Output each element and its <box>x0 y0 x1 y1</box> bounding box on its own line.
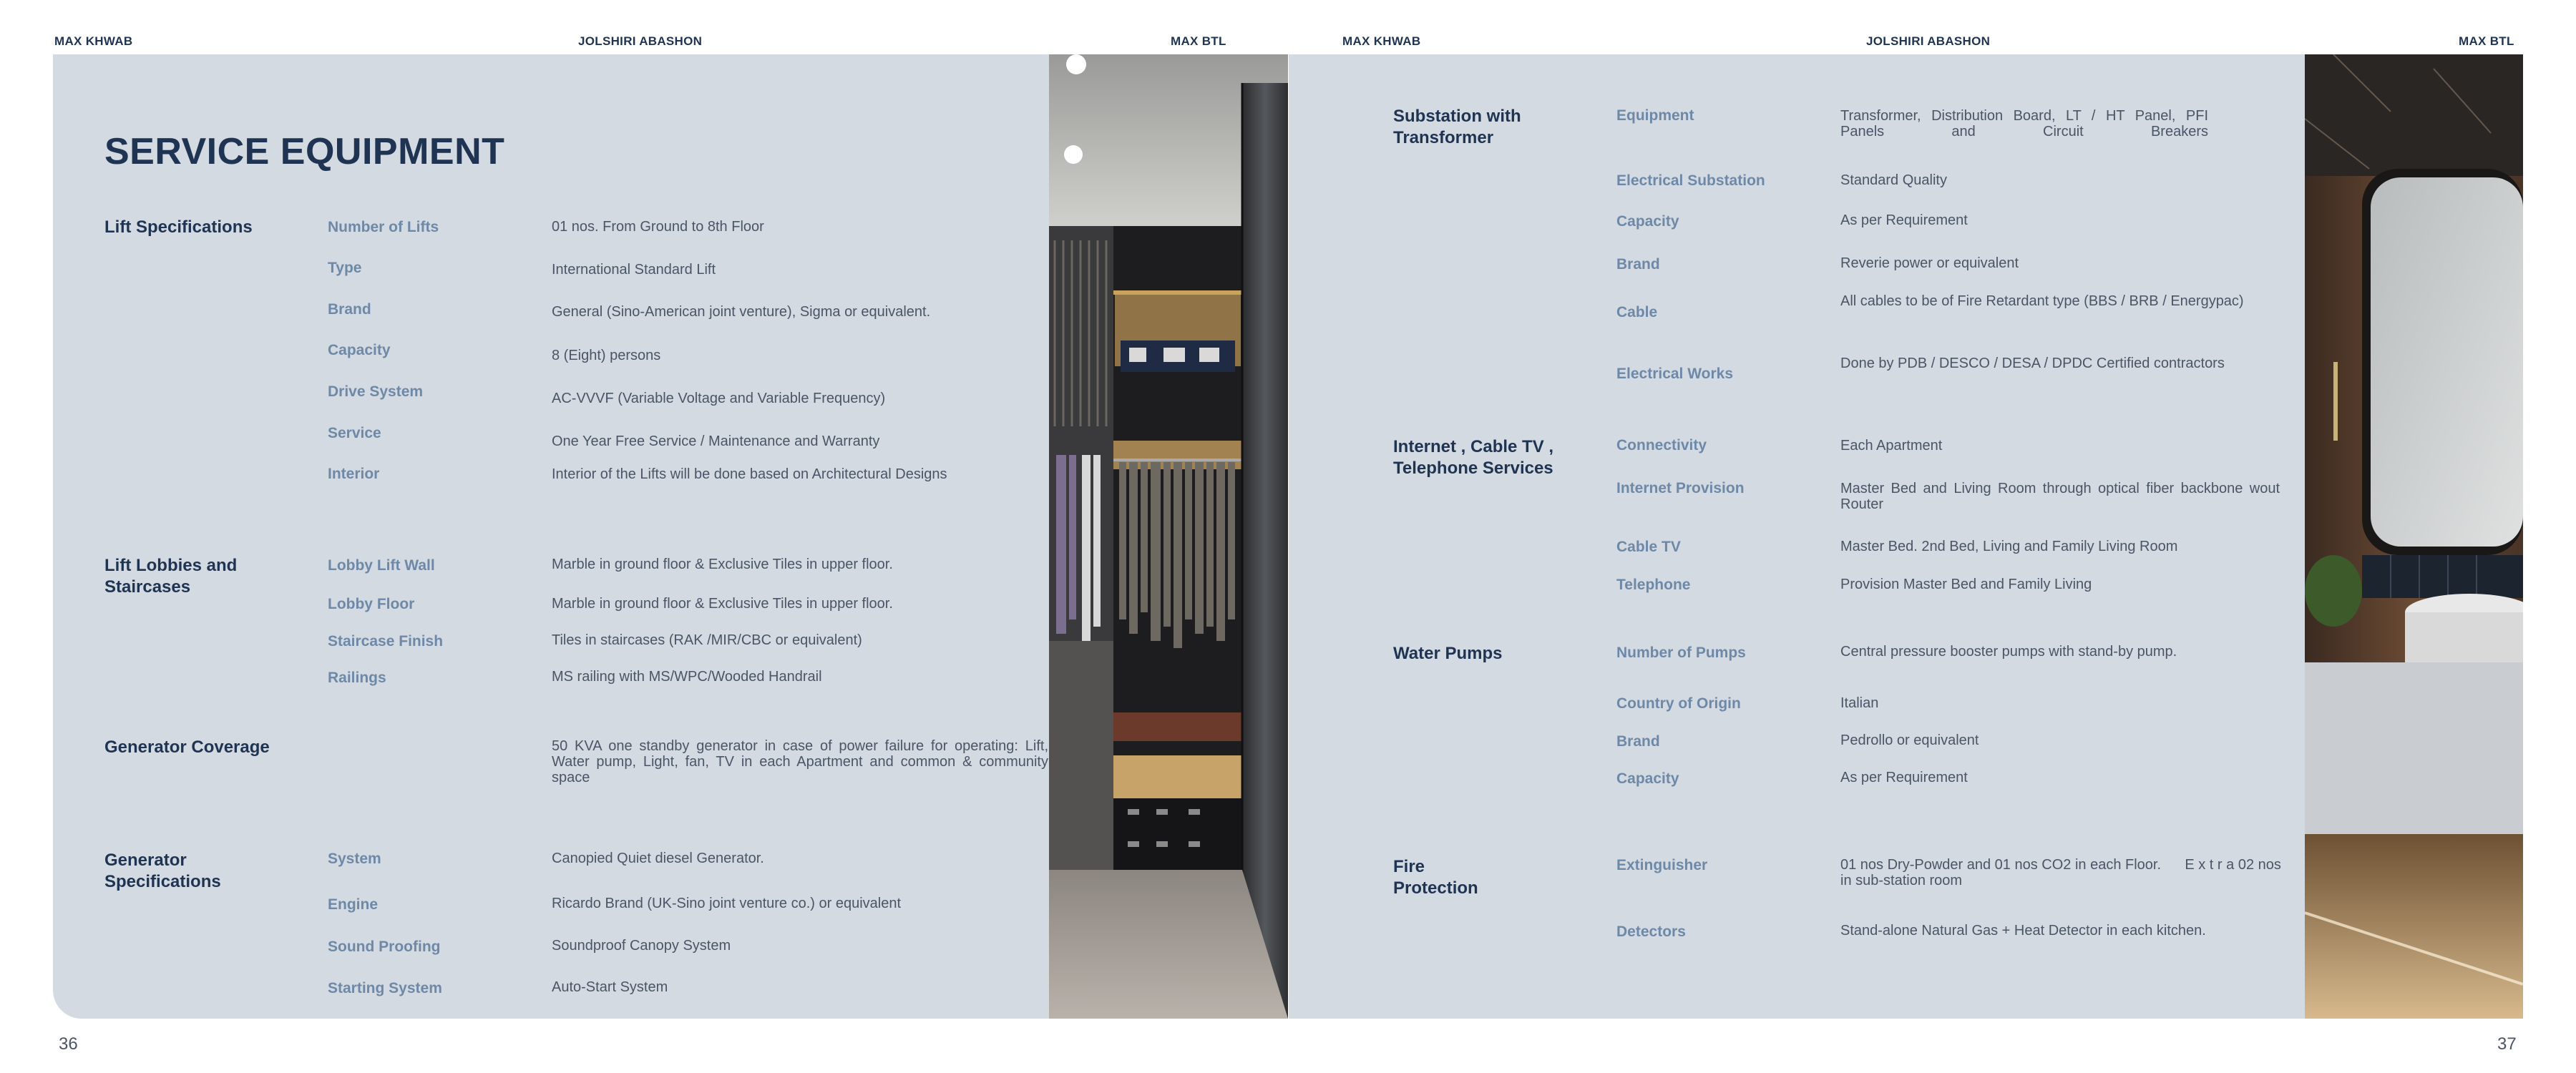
right-brand-header-left: MAX BTL <box>1171 34 1226 48</box>
section-lift-lobbies: Lift Lobbies and Staircases <box>104 556 238 597</box>
value-lift-type: International Standard Lift <box>552 262 716 278</box>
label-equipment: Equipment <box>1616 107 1694 124</box>
label-electrical-substation: Electrical Substation <box>1616 172 1765 189</box>
section-water-pumps: Water Pumps <box>1393 644 1503 663</box>
value-lobby-lift-wall: Marble in ground floor & Exclusive Tiles in upper floor. <box>552 557 893 572</box>
label-cable-tv: Cable TV <box>1616 539 1681 555</box>
value-lift-brand: General (Sino-American joint venture), Sigma or equivalent. <box>552 304 931 320</box>
left-brand-header: MAX KHWAB <box>54 34 133 48</box>
value-extinguisher: 01 nos Dry-Powder and 01 nos CO2 in each Floor. E x t r a 02 nos in sub-station room <box>1840 857 2285 888</box>
label-interior: Interior <box>328 466 380 482</box>
label-engine: Engine <box>328 896 379 913</box>
project-header-left: JOLSHIRI ABASHON <box>578 34 703 48</box>
label-electrical-works: Electrical Works <box>1616 366 1734 382</box>
section-lift-specifications: Lift Specifications <box>104 217 253 237</box>
value-staircase-finish: Tiles in staircases (RAK /MIR/CBC or equivalent) <box>552 632 862 648</box>
page-number-left: 36 <box>59 1034 78 1054</box>
section-fire-protection: Fire Protection <box>1393 857 1478 898</box>
label-telephone: Telephone <box>1616 577 1691 593</box>
label-railings: Railings <box>328 670 386 686</box>
value-cable: All cables to be of Fire Retardant type (BBS / BRB / Energypac) <box>1840 293 2244 309</box>
value-electrical-works: Done by PDB / DESCO / DESA / DPDC Certified contractors <box>1840 356 2225 371</box>
label-sound-proofing: Sound Proofing <box>328 939 441 955</box>
value-equipment: Transformer, Distribution Board, LT / HT Panel, PFI Panels and Circuit Breakers <box>1840 108 2208 139</box>
value-lift-capacity: 8 (Eight) persons <box>552 348 661 363</box>
closet-photo <box>1049 54 1288 1019</box>
value-generator-coverage: 50 KVA one standby generator in case of power failure for operating: Lift, Water pump, Light, fan, TV in each Apartment and common & community space <box>552 738 1048 785</box>
project-header-right: JOLSHIRI ABASHON <box>1866 34 1991 48</box>
value-detectors: Stand-alone Natural Gas + Heat Detector in each kitchen. <box>1840 923 2206 939</box>
label-pump-capacity: Capacity <box>1616 770 1679 787</box>
value-pump-brand: Pedrollo or equivalent <box>1840 733 1979 748</box>
value-sound-proofing: Soundproof Canopy System <box>552 938 731 954</box>
value-generator-system: Canopied Quiet diesel Generator. <box>552 851 764 866</box>
value-electrical-substation: Standard Quality <box>1840 172 1947 188</box>
label-substation-brand: Brand <box>1616 256 1660 273</box>
section-generator-coverage: Generator Coverage <box>104 738 270 757</box>
value-connectivity: Each Apartment <box>1840 438 1943 454</box>
page-title: SERVICE EQUIPMENT <box>104 131 505 172</box>
label-number-of-pumps: Number of Pumps <box>1616 645 1746 661</box>
label-substation-capacity: Capacity <box>1616 213 1679 230</box>
value-railings: MS railing with MS/WPC/Wooded Handrail <box>552 669 822 685</box>
section-internet-cable-telephone: Internet , Cable TV , Telephone Services <box>1393 437 1554 478</box>
value-interior: Interior of the Lifts will be done based on Architectural Designs <box>552 466 947 482</box>
section-substation: Substation with Transformer <box>1393 107 1521 147</box>
section-generator-specifications: Generator Specifications <box>104 851 221 891</box>
value-substation-capacity: As per Requirement <box>1840 212 1968 228</box>
label-detectors: Detectors <box>1616 923 1686 940</box>
label-starting-system: Starting System <box>328 980 442 996</box>
label-generator-system: System <box>328 851 381 867</box>
page-number-right: 37 <box>2497 1034 2517 1054</box>
value-internet-provision: Master Bed and Living Room through optical fiber backbone wout Router <box>1840 481 2280 512</box>
label-lobby-lift-wall: Lobby Lift Wall <box>328 557 435 574</box>
label-lift-capacity: Capacity <box>328 342 391 358</box>
label-pump-brand: Brand <box>1616 733 1660 750</box>
value-pump-capacity: As per Requirement <box>1840 770 1968 785</box>
value-telephone: Provision Master Bed and Family Living <box>1840 577 2092 592</box>
label-lift-type: Type <box>328 260 362 276</box>
left-brand-header-right: MAX KHWAB <box>1342 34 1421 48</box>
label-lobby-floor: Lobby Floor <box>328 596 415 612</box>
label-cable: Cable <box>1616 304 1658 320</box>
label-staircase-finish: Staircase Finish <box>328 633 444 650</box>
label-country-of-origin: Country of Origin <box>1616 695 1741 712</box>
value-engine: Ricardo Brand (UK-Sino joint venture co.) or equivalent <box>552 896 902 911</box>
value-starting-system: Auto-Start System <box>552 979 668 995</box>
label-service: Service <box>328 425 381 441</box>
label-drive-system: Drive System <box>328 383 424 400</box>
bathroom-photo <box>2305 54 2523 1019</box>
label-number-of-lifts: Number of Lifts <box>328 219 439 235</box>
value-number-of-pumps: Central pressure booster pumps with stand-by pump. <box>1840 644 2177 660</box>
value-cable-tv: Master Bed. 2nd Bed, Living and Family Living Room <box>1840 539 2178 554</box>
value-substation-brand: Reverie power or equivalent <box>1840 255 2019 271</box>
value-country-of-origin: Italian <box>1840 695 1879 711</box>
label-connectivity: Connectivity <box>1616 437 1707 454</box>
value-service: One Year Free Service / Maintenance and Warranty <box>552 433 880 449</box>
label-lift-brand: Brand <box>328 301 371 318</box>
value-drive-system: AC-VVVF (Variable Voltage and Variable Frequency) <box>552 391 886 406</box>
value-number-of-lifts: 01 nos. From Ground to 8th Floor <box>552 219 764 235</box>
label-extinguisher: Extinguisher <box>1616 857 1708 873</box>
right-brand-header-right: MAX BTL <box>2459 34 2514 48</box>
value-lobby-floor: Marble in ground floor & Exclusive Tiles in upper floor. <box>552 596 893 612</box>
label-internet-provision: Internet Provision <box>1616 480 1745 496</box>
